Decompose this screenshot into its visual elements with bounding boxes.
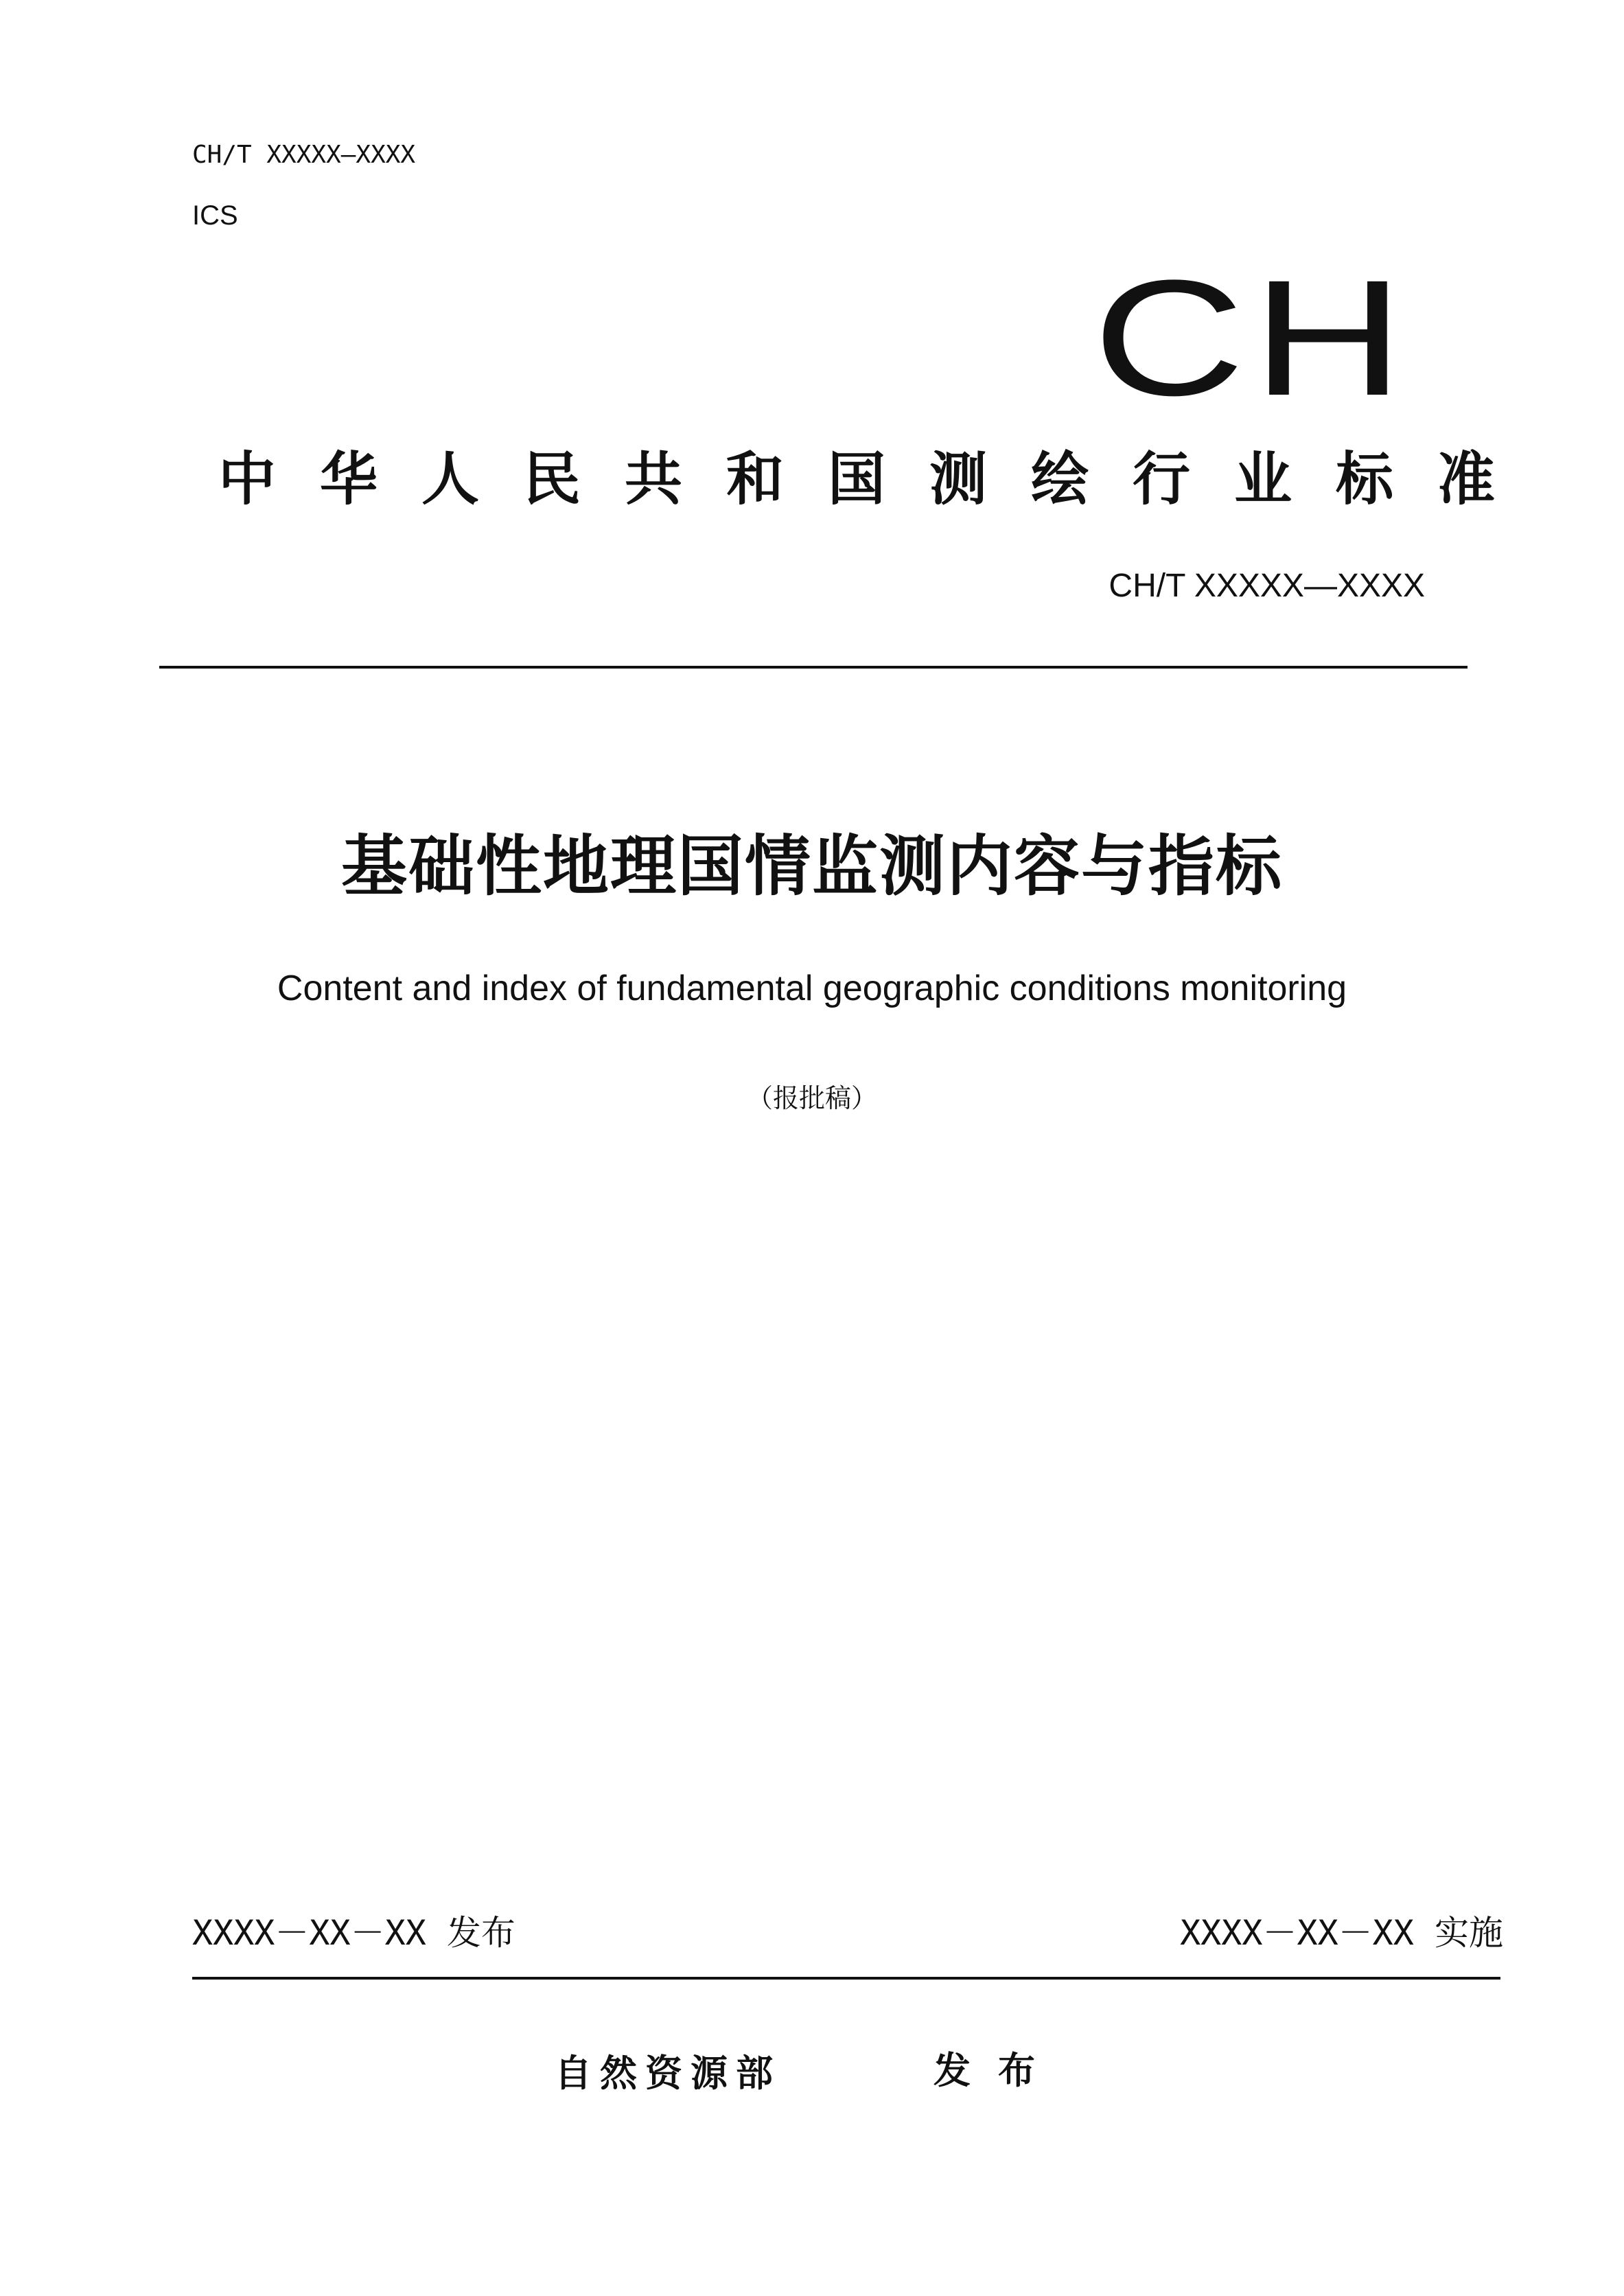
top-standard-code: CH/T XXXXX—XXXX <box>192 141 416 169</box>
issuing-authority: 自然资源部 <box>555 2052 781 2095</box>
standard-number: CH/T XXXXX—XXXX <box>1109 568 1425 604</box>
document-title-chinese: 基础性地理国情监测内容与指标 <box>341 828 1283 905</box>
bottom-divider <box>192 1977 1500 1980</box>
document-title-english: Content and index of fundamental geographic conditions monitoring <box>277 969 1347 1008</box>
issue-action-label: 发布 <box>933 2049 1063 2092</box>
industry-standard-title: 中华人民共和国测绘行业标准 <box>218 445 1540 513</box>
draft-status-label: （报批稿） <box>746 1083 877 1113</box>
effective-date: XXXX－XX－XX 实施 <box>1180 1913 1503 1953</box>
ics-label: ICS <box>192 200 238 231</box>
top-divider <box>159 666 1468 669</box>
ch-logo: CH <box>1092 246 1411 430</box>
issue-date: XXXX－XX－XX 发布 <box>192 1913 515 1953</box>
